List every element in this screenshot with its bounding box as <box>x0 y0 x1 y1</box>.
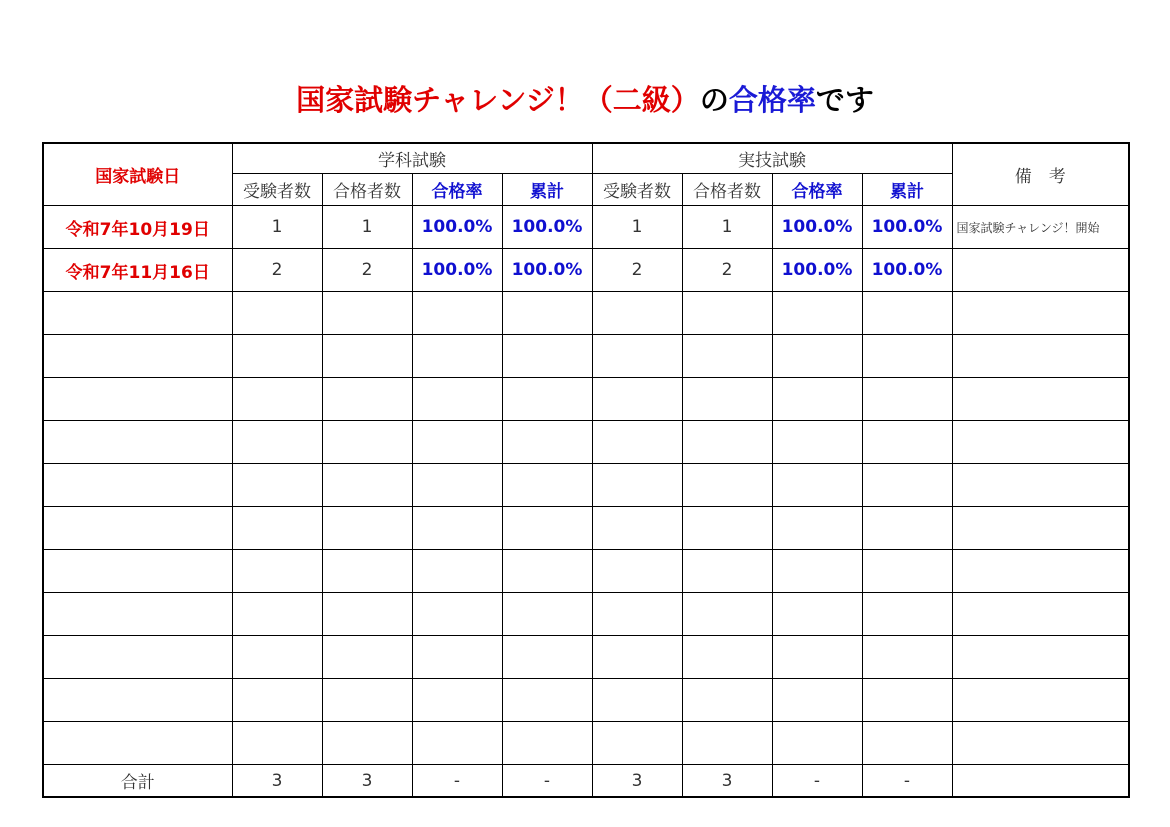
empty-cell <box>322 507 412 550</box>
practical-cumulative-cell: 100.0% <box>862 206 952 249</box>
empty-cell <box>682 679 772 722</box>
header-written-exam: 学科試験 <box>232 143 592 174</box>
empty-cell <box>952 292 1129 335</box>
empty-cell <box>862 421 952 464</box>
empty-cell <box>502 464 592 507</box>
header-exam-date: 国家試験日 <box>43 143 232 206</box>
written-examinees-cell: 1 <box>232 206 322 249</box>
total-written-pass-rate: - <box>412 765 502 798</box>
practical-pass-rate-cell: 100.0% <box>772 249 862 292</box>
empty-cell <box>772 679 862 722</box>
empty-cell <box>43 593 232 636</box>
empty-cell <box>43 679 232 722</box>
title-exam-name: 国家試験チャレンジ！（二級） <box>296 83 700 117</box>
total-written-examinees: 3 <box>232 765 322 798</box>
empty-cell <box>232 421 322 464</box>
empty-cell <box>502 335 592 378</box>
practical-cumulative-cell: 100.0% <box>862 249 952 292</box>
empty-cell <box>232 722 322 765</box>
empty-cell <box>772 464 862 507</box>
empty-cell <box>682 593 772 636</box>
results-table <box>42 142 1130 798</box>
written-pass-rate-cell: 100.0% <box>412 249 502 292</box>
total-remarks <box>952 765 1129 798</box>
empty-cell <box>322 378 412 421</box>
empty-cell <box>592 679 682 722</box>
written-passers-cell: 2 <box>322 249 412 292</box>
practical-pass-rate-cell: 100.0% <box>772 206 862 249</box>
empty-cell <box>232 636 322 679</box>
empty-cell <box>772 507 862 550</box>
empty-cell <box>952 335 1129 378</box>
empty-cell <box>43 550 232 593</box>
empty-cell <box>772 335 862 378</box>
empty-cell <box>322 335 412 378</box>
empty-cell <box>322 722 412 765</box>
empty-cell <box>43 421 232 464</box>
practical-examinees-cell: 1 <box>592 206 682 249</box>
empty-cell <box>43 464 232 507</box>
empty-cell <box>322 636 412 679</box>
empty-cell <box>952 507 1129 550</box>
empty-cell <box>772 593 862 636</box>
empty-cell <box>412 421 502 464</box>
empty-cell <box>952 421 1129 464</box>
empty-cell <box>322 292 412 335</box>
empty-cell <box>322 464 412 507</box>
empty-cell <box>412 550 502 593</box>
empty-cell <box>772 550 862 593</box>
empty-cell <box>43 636 232 679</box>
empty-cell <box>502 550 592 593</box>
empty-cell <box>592 722 682 765</box>
title-pass-rate: 合格率 <box>728 83 816 117</box>
empty-cell <box>592 464 682 507</box>
empty-cell <box>502 378 592 421</box>
empty-cell <box>682 464 772 507</box>
empty-cell <box>682 335 772 378</box>
empty-cell <box>412 636 502 679</box>
empty-cell <box>952 550 1129 593</box>
empty-cell <box>592 421 682 464</box>
empty-cell <box>772 722 862 765</box>
empty-cell <box>322 550 412 593</box>
empty-cell <box>952 679 1129 722</box>
header-written-pass-rate: 合格率 <box>412 174 502 206</box>
empty-cell <box>412 378 502 421</box>
empty-cell <box>232 292 322 335</box>
empty-cell <box>232 335 322 378</box>
empty-row <box>43 550 1129 593</box>
empty-cell <box>232 507 322 550</box>
empty-row <box>43 507 1129 550</box>
empty-cell <box>412 292 502 335</box>
empty-cell <box>862 679 952 722</box>
empty-cell <box>862 722 952 765</box>
empty-cell <box>952 593 1129 636</box>
header-practical-cumulative: 累計 <box>862 174 952 206</box>
empty-cell <box>682 636 772 679</box>
total-label: 合計 <box>43 765 232 798</box>
empty-cell <box>502 722 592 765</box>
empty-cell <box>592 507 682 550</box>
exam-date-cell: 令和7年10月19日 <box>43 206 232 249</box>
empty-cell <box>592 550 682 593</box>
empty-cell <box>862 292 952 335</box>
empty-cell <box>592 335 682 378</box>
header-written-examinees: 受験者数 <box>232 174 322 206</box>
empty-cell <box>682 378 772 421</box>
empty-cell <box>862 378 952 421</box>
empty-row <box>43 335 1129 378</box>
header-practical-passers: 合格者数 <box>682 174 772 206</box>
empty-cell <box>862 335 952 378</box>
empty-row <box>43 464 1129 507</box>
empty-cell <box>862 636 952 679</box>
written-passers-cell: 1 <box>322 206 412 249</box>
total-row <box>43 765 1129 798</box>
empty-cell <box>412 507 502 550</box>
empty-cell <box>952 722 1129 765</box>
empty-cell <box>412 722 502 765</box>
title-particle: の <box>699 83 729 117</box>
header-practical-exam: 実技試験 <box>592 143 952 174</box>
empty-cell <box>43 335 232 378</box>
empty-cell <box>772 421 862 464</box>
empty-cell <box>232 378 322 421</box>
header-remarks: 備 考 <box>952 143 1129 206</box>
empty-cell <box>502 421 592 464</box>
empty-cell <box>862 550 952 593</box>
empty-cell <box>592 378 682 421</box>
empty-cell <box>682 421 772 464</box>
empty-row <box>43 722 1129 765</box>
empty-cell <box>412 593 502 636</box>
empty-cell <box>412 679 502 722</box>
empty-cell <box>502 636 592 679</box>
empty-cell <box>952 636 1129 679</box>
header-practical-examinees: 受験者数 <box>592 174 682 206</box>
empty-cell <box>862 464 952 507</box>
empty-cell <box>772 378 862 421</box>
written-examinees-cell: 2 <box>232 249 322 292</box>
header-practical-pass-rate: 合格率 <box>772 174 862 206</box>
exam-date-cell: 令和7年11月16日 <box>43 249 232 292</box>
empty-cell <box>502 292 592 335</box>
written-pass-rate-cell: 100.0% <box>412 206 502 249</box>
total-practical-cumulative: - <box>862 765 952 798</box>
empty-cell <box>592 292 682 335</box>
title-suffix: です <box>815 83 874 117</box>
empty-cell <box>232 679 322 722</box>
empty-row <box>43 679 1129 722</box>
empty-cell <box>862 507 952 550</box>
empty-cell <box>412 335 502 378</box>
total-practical-examinees: 3 <box>592 765 682 798</box>
header-row-1 <box>43 143 1129 174</box>
empty-row <box>43 421 1129 464</box>
empty-cell <box>502 507 592 550</box>
remarks-cell: 国家試験チャレンジ！開始 <box>952 206 1129 249</box>
practical-passers-cell: 1 <box>682 206 772 249</box>
empty-cell <box>43 292 232 335</box>
empty-cell <box>592 636 682 679</box>
empty-cell <box>952 464 1129 507</box>
empty-cell <box>592 593 682 636</box>
empty-cell <box>862 593 952 636</box>
table-row <box>43 206 1129 249</box>
empty-cell <box>772 292 862 335</box>
empty-cell <box>322 421 412 464</box>
empty-row <box>43 292 1129 335</box>
empty-cell <box>43 507 232 550</box>
empty-cell <box>232 464 322 507</box>
empty-cell <box>502 593 592 636</box>
empty-cell <box>502 679 592 722</box>
header-written-passers: 合格者数 <box>322 174 412 206</box>
remarks-cell <box>952 249 1129 292</box>
total-practical-pass-rate: - <box>772 765 862 798</box>
empty-cell <box>322 593 412 636</box>
total-written-cumulative: - <box>502 765 592 798</box>
empty-cell <box>952 378 1129 421</box>
empty-cell <box>43 378 232 421</box>
empty-row <box>43 378 1129 421</box>
header-written-cumulative: 累計 <box>502 174 592 206</box>
empty-cell <box>43 722 232 765</box>
empty-cell <box>682 722 772 765</box>
page-title <box>0 78 1170 122</box>
empty-cell <box>412 464 502 507</box>
empty-row <box>43 593 1129 636</box>
practical-passers-cell: 2 <box>682 249 772 292</box>
empty-cell <box>772 636 862 679</box>
empty-cell <box>682 550 772 593</box>
written-cumulative-cell: 100.0% <box>502 249 592 292</box>
total-practical-passers: 3 <box>682 765 772 798</box>
total-written-passers: 3 <box>322 765 412 798</box>
table-row <box>43 249 1129 292</box>
practical-examinees-cell: 2 <box>592 249 682 292</box>
empty-cell <box>682 507 772 550</box>
empty-cell <box>322 679 412 722</box>
empty-cell <box>682 292 772 335</box>
empty-cell <box>232 550 322 593</box>
written-cumulative-cell: 100.0% <box>502 206 592 249</box>
empty-row <box>43 636 1129 679</box>
empty-cell <box>232 593 322 636</box>
